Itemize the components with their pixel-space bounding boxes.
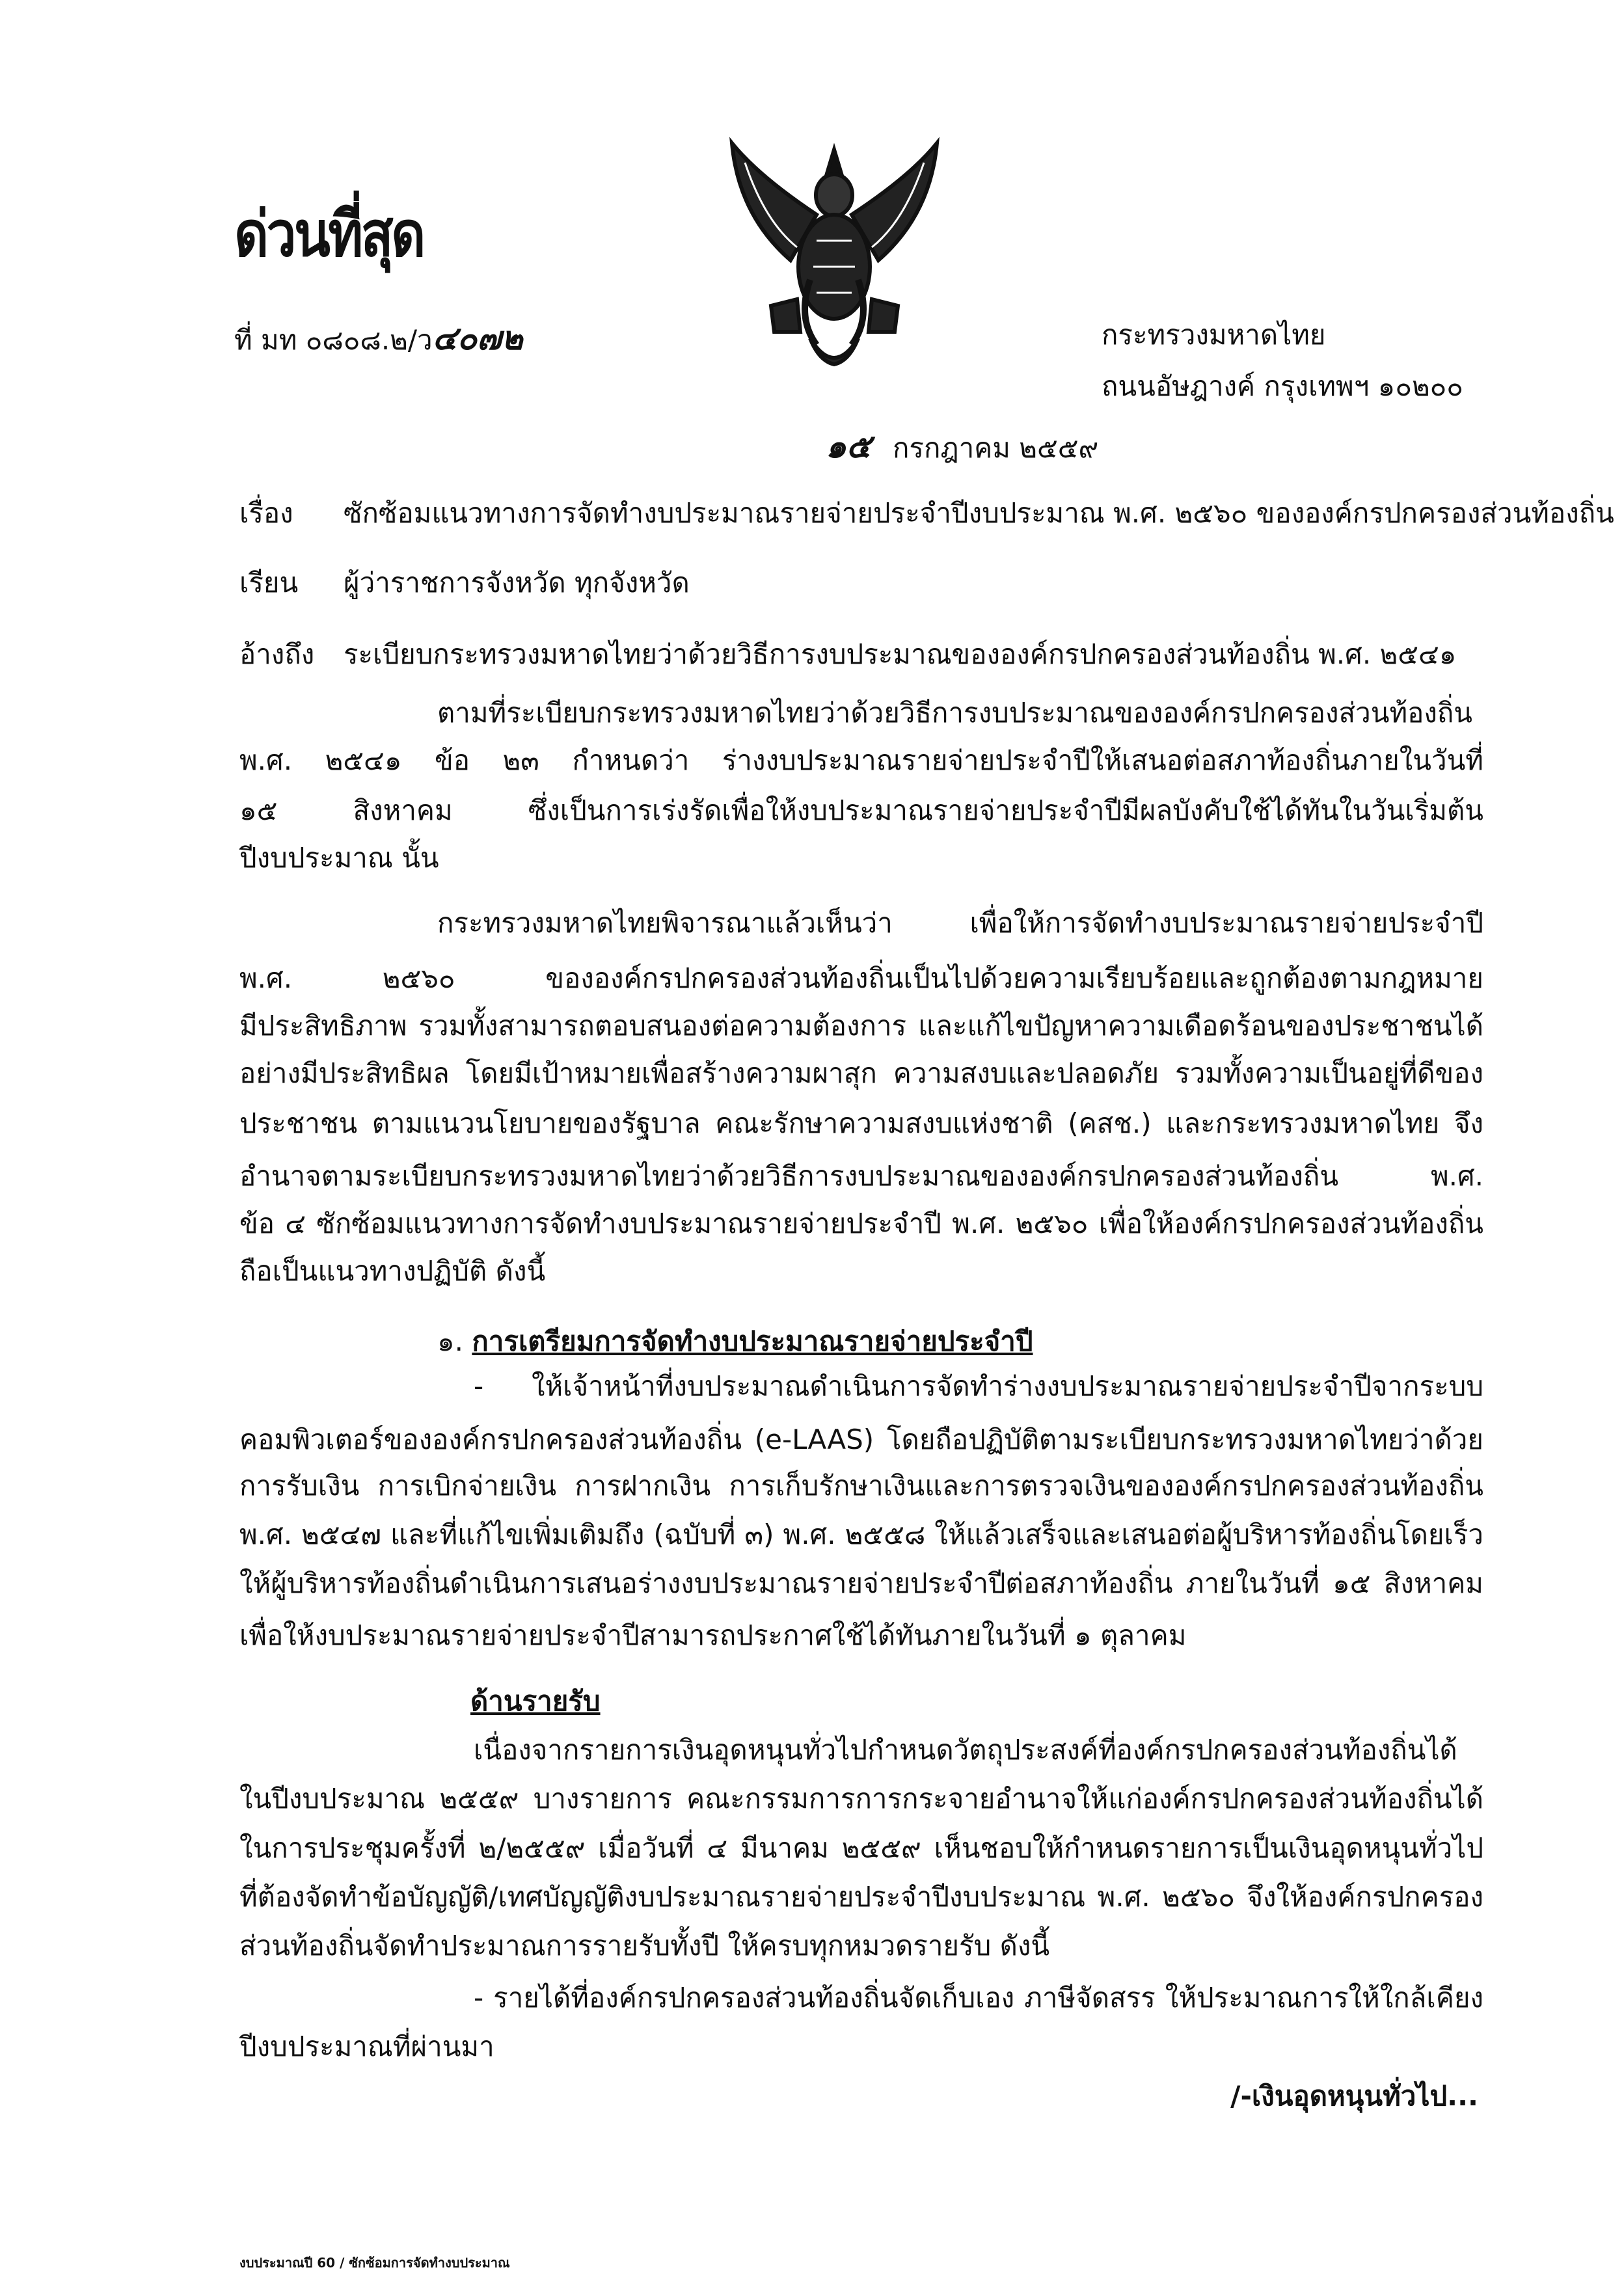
- paragraph-line: ให้ผู้บริหารท้องถิ่นดำเนินการเสนอร่างงบประมาณรายจ่ายประจำปีต่อสภาท้องถิ่น ภายในวันที่ ๑๕ สิงหาคม: [239, 1567, 1483, 1599]
- document-number-prefix: ที่ มท ๐๘๐๘.๒/ว: [234, 324, 433, 356]
- paragraph-line: เพื่อให้งบประมาณรายจ่ายประจำปีสามารถประกาศใช้ได้ทันภายในวันที่ ๑ ตุลาคม: [239, 1619, 1187, 1651]
- paragraph-line: พ.ศ. ๒๕๖๐ ขององค์กรปกครองส่วนท้องถิ่นเป็นไปด้วยความเรียบร้อยและถูกต้องตามกฎหมาย: [239, 962, 1483, 994]
- paragraph-line: ในปีงบประมาณ ๒๕๕๙ บางรายการ คณะกรรมการการกระจายอำนาจให้แก่องค์กรปกครองส่วนท้องถิ่นได้: [239, 1783, 1483, 1815]
- recipient-text: ผู้ว่าราชการจังหวัด ทุกจังหวัด: [344, 567, 690, 599]
- paragraph-line: ๑๕ สิงหาคม ซึ่งเป็นการเร่งรัดเพื่อให้งบประมาณรายจ่ายประจำปีมีผลบังคับใช้ได้ทันในวันเริ่มต้น: [239, 794, 1483, 826]
- subject-label: เรื่อง: [239, 497, 293, 529]
- paragraph-line: ที่ต้องจัดทำข้อบัญญัติ/เทศบัญญัติงบประมาณรายจ่ายประจำปีงบประมาณ พ.ศ. ๒๕๖๐ จึงให้องค์กรปกครอง: [239, 1881, 1483, 1913]
- continuation-marker: /-เงินอุดหนุนทั่วไป...: [1230, 2080, 1478, 2112]
- revenue-heading: ด้านรายรับ: [470, 1685, 601, 1717]
- paragraph-line: ประชาชน ตามแนวนโยบายของรัฐบาล คณะรักษาความสงบแห่งชาติ (คสช.) และกระทรวงมหาดไทย จึง: [239, 1107, 1483, 1139]
- document-number: [234, 319, 523, 360]
- reference-text: ระเบียบกระทรวงมหาดไทยว่าด้วยวิธีการงบประมาณขององค์กรปกครองส่วนท้องถิ่น พ.ศ. ๒๕๔๑: [344, 638, 1457, 670]
- garuda-emblem-icon: [719, 137, 950, 377]
- paragraph-line: ปีงบประมาณที่ผ่านมา: [239, 2031, 494, 2062]
- section-number: ๑.: [437, 1325, 464, 1357]
- paragraph-line: ในการประชุมครั้งที่ ๒/๒๕๕๙ เมื่อวันที่ ๔ มีนาคม ๒๕๕๙ เห็นชอบให้กำหนดรายการเป็นเงินอุดหนุนทั่วไป: [239, 1832, 1483, 1864]
- recipient-line: [239, 563, 690, 602]
- paragraph-line: อำนาจตามระเบียบกระทรวงมหาดไทยว่าด้วยวิธีการงบประมาณขององค์กรปกครองส่วนท้องถิ่น พ.ศ.: [239, 1160, 1483, 1192]
- reference-label: อ้างถึง: [239, 638, 315, 670]
- ministry-name: กระทรวงมหาดไทย: [1102, 319, 1326, 351]
- paragraph-line: พ.ศ. ๒๕๔๗ และที่แก้ไขเพิ่มเติมถึง (ฉบับที่ ๓) พ.ศ. ๒๕๕๘ ให้แล้วเสร็จและเสนอต่อผู้บริหารท้องถิ่นโดยเร็ว: [239, 1518, 1483, 1550]
- paragraph-line: คอมพิวเตอร์ขององค์กรปกครองส่วนท้องถิ่น (e-LAAS) โดยถือปฏิบัติตามระเบียบกระทรวงมหาดไทยว่าด้วย: [239, 1424, 1483, 1455]
- paragraph-line: เนื่องจากรายการเงินอุดหนุนทั่วไปกำหนดวัตถุประสงค์ที่องค์กรปกครองส่วนท้องถิ่นได้: [474, 1734, 1457, 1766]
- subject-line: [239, 494, 1614, 533]
- recipient-label: เรียน: [239, 567, 299, 599]
- paragraph-line: - ให้เจ้าหน้าที่งบประมาณดำเนินการจัดทำร่างงบประมาณรายจ่ายประจำปีจากระบบ: [474, 1370, 1483, 1402]
- section-title: การเตรียมการจัดทำงบประมาณรายจ่ายประจำปี: [472, 1325, 1033, 1357]
- paragraph-line: ถือเป็นแนวทางปฏิบัติ ดังนี้: [239, 1255, 546, 1287]
- paragraph-line: มีประสิทธิภาพ รวมทั้งสามารถตอบสนองต่อความต้องการ และแก้ไขปัญหาความเดือดร้อนของประชาชนได้: [239, 1010, 1483, 1042]
- subject-text: ซักซ้อมแนวทางการจัดทำงบประมาณรายจ่ายประจำปีงบประมาณ พ.ศ. ๒๕๖๐ ขององค์กรปกครองส่วนท้องถิ่น: [344, 497, 1614, 529]
- paragraph-line: - รายได้ที่องค์กรปกครองส่วนท้องถิ่นจัดเก็บเอง ภาษีจัดสรร ให้ประมาณการให้ใกล้เคียง: [474, 1982, 1483, 2014]
- section-1-heading: [437, 1322, 1033, 1361]
- paragraph-line: ส่วนท้องถิ่นจัดทำประมาณการรายรับทั้งปี ให้ครบทุกหมวดรายรับ ดังนี้: [239, 1930, 1050, 1962]
- paragraph-line: กระทรวงมหาดไทยพิจารณาแล้วเห็นว่า เพื่อให้การจัดทำงบประมาณรายจ่ายประจำปี: [437, 907, 1483, 939]
- date-day-handwritten: ๑๕: [826, 427, 871, 465]
- document-date: [826, 427, 1098, 468]
- paragraph-line: ปีงบประมาณ นั้น: [239, 842, 439, 874]
- paragraph-line: ตามที่ระเบียบกระทรวงมหาดไทยว่าด้วยวิธีการงบประมาณขององค์กรปกครองส่วนท้องถิ่น: [437, 697, 1472, 729]
- ministry-address: ถนนอัษฎางค์ กรุงเทพฯ ๑๐๒๐๐: [1102, 370, 1463, 402]
- reference-line: [239, 635, 1456, 674]
- paragraph-line: พ.ศ. ๒๕๔๑ ข้อ ๒๓ กำหนดว่า ร่างงบประมาณรายจ่ายประจำปีให้เสนอต่อสภาท้องถิ่นภายในวันที่: [239, 744, 1483, 776]
- document-number-handwritten: ๔๐๗๒: [432, 319, 523, 357]
- page-footer: งบประมาณปี 60 / ซักซ้อมการจัดทำงบประมาณ: [239, 2255, 510, 2271]
- date-month-year: กรกฎาคม ๒๕๕๙: [892, 432, 1099, 464]
- paragraph-line: การรับเงิน การเบิกจ่ายเงิน การฝากเงิน การเก็บรักษาเงินและการตรวจเงินขององค์กรปกครองส่วนท้องถิ่น: [239, 1470, 1483, 1502]
- paragraph-line: ข้อ ๔ ซักซ้อมแนวทางการจัดทำงบประมาณรายจ่ายประจำปี พ.ศ. ๒๕๖๐ เพื่อให้องค์กรปกครองส่วนท้องถิ่น: [239, 1208, 1483, 1239]
- urgency-heading: ด่วนที่สุด: [234, 198, 424, 271]
- paragraph-line: อย่างมีประสิทธิผล โดยมีเป้าหมายเพื่อสร้างความผาสุก ความสงบและปลอดภัย รวมทั้งความเป็นอยู่ที่ดีของ: [239, 1057, 1483, 1089]
